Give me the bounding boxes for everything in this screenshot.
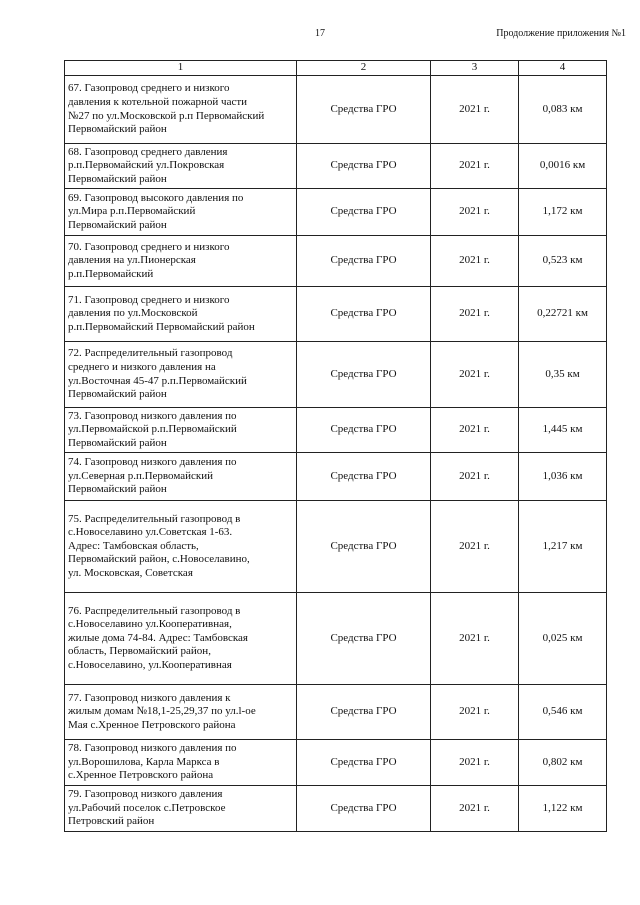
header-row	[65, 61, 607, 76]
row-name: 77. Газопровод низкого давления к жилым домам №18,1-25,29,37 по ул.l-ое Мая с.Хренное Петровского района	[65, 685, 297, 740]
table-row	[65, 342, 607, 408]
row-year: 2021 г.	[431, 189, 519, 236]
row-length: 0,083 км	[519, 76, 607, 144]
row-name: 79. Газопровод низкого давления ул.Рабочий поселок с.Петровское Петровский район	[65, 786, 297, 832]
row-source: Средства ГРО	[297, 408, 431, 453]
row-source: Средства ГРО	[297, 76, 431, 144]
row-length: 1,036 км	[519, 453, 607, 501]
page-number: 17	[315, 28, 325, 39]
row-source: Средства ГРО	[297, 740, 431, 786]
row-name: 67. Газопровод среднего и низкого давления к котельной пожарной части №27 по ул.Московской р.п Первомайский Первомайский район	[65, 76, 297, 144]
row-year: 2021 г.	[431, 740, 519, 786]
row-name: 75. Распределительный газопровод в с.Новоселавино ул.Советская 1-63. Адрес: Тамбовская область, Первомайский район, с.Новоселавино, ул. Московская, Советская	[65, 501, 297, 593]
row-source: Средства ГРО	[297, 236, 431, 287]
row-length: 0,35 км	[519, 342, 607, 408]
table-row	[65, 501, 607, 593]
column-header-4: 4	[519, 61, 607, 76]
table-row	[65, 453, 607, 501]
table-row	[65, 144, 607, 189]
row-name: 70. Газопровод среднего и низкого давления на ул.Пионерская р.п.Первомайский	[65, 236, 297, 287]
row-source: Средства ГРО	[297, 593, 431, 685]
row-length: 0,0016 км	[519, 144, 607, 189]
table-row	[65, 236, 607, 287]
row-length: 0,546 км	[519, 685, 607, 740]
table-row	[65, 287, 607, 342]
row-length: 1,122 км	[519, 786, 607, 832]
row-length: 0,025 км	[519, 593, 607, 685]
table-row	[65, 740, 607, 786]
pipeline-table	[64, 60, 607, 832]
table-row	[65, 76, 607, 144]
column-header-1: 1	[65, 61, 297, 76]
table-row	[65, 593, 607, 685]
row-name: 69. Газопровод высокого давления по ул.Мира р.п.Первомайский Первомайский район	[65, 189, 297, 236]
row-length: 1,217 км	[519, 501, 607, 593]
table-row	[65, 685, 607, 740]
row-name: 73. Газопровод низкого давления по ул.Первомайской р.п.Первомайский Первомайский район	[65, 408, 297, 453]
row-source: Средства ГРО	[297, 144, 431, 189]
row-year: 2021 г.	[431, 342, 519, 408]
row-length: 0,22721 км	[519, 287, 607, 342]
row-name: 71. Газопровод среднего и низкого давления по ул.Московской р.п.Первомайский Первомайский район	[65, 287, 297, 342]
column-header-2: 2	[297, 61, 431, 76]
row-length: 0,802 км	[519, 740, 607, 786]
table-row	[65, 408, 607, 453]
row-source: Средства ГРО	[297, 453, 431, 501]
row-source: Средства ГРО	[297, 189, 431, 236]
row-name: 74. Газопровод низкого давления по ул.Северная р.п.Первомайский Первомайский район	[65, 453, 297, 501]
row-name: 68. Газопровод среднего давления р.п.Первомайский ул.Покровская Первомайский район	[65, 144, 297, 189]
row-length: 1,172 км	[519, 189, 607, 236]
column-header-3: 3	[431, 61, 519, 76]
table-row	[65, 189, 607, 236]
row-length: 0,523 км	[519, 236, 607, 287]
row-year: 2021 г.	[431, 408, 519, 453]
row-year: 2021 г.	[431, 786, 519, 832]
row-year: 2021 г.	[431, 501, 519, 593]
row-length: 1,445 км	[519, 408, 607, 453]
row-source: Средства ГРО	[297, 287, 431, 342]
row-year: 2021 г.	[431, 144, 519, 189]
row-year: 2021 г.	[431, 593, 519, 685]
row-source: Средства ГРО	[297, 501, 431, 593]
row-source: Средства ГРО	[297, 342, 431, 408]
row-year: 2021 г.	[431, 453, 519, 501]
row-year: 2021 г.	[431, 236, 519, 287]
row-name: 78. Газопровод низкого давления по ул.Ворошилова, Карла Маркса в с.Хренное Петровского района	[65, 740, 297, 786]
continuation-label: Продолжение приложения №1	[496, 28, 626, 39]
row-source: Средства ГРО	[297, 786, 431, 832]
row-name: 72. Распределительный газопровод среднего и низкого давления на ул.Восточная 45-47 р.п.Первомайский Первомайский район	[65, 342, 297, 408]
row-year: 2021 г.	[431, 76, 519, 144]
row-name: 76. Распределительный газопровод в с.Новоселавино ул.Кооперативная, жилые дома 74-84. Адрес: Тамбовская область, Первомайский район, с.Новоселавино, ул.Кооперативная	[65, 593, 297, 685]
row-year: 2021 г.	[431, 287, 519, 342]
row-year: 2021 г.	[431, 685, 519, 740]
row-source: Средства ГРО	[297, 685, 431, 740]
table-row	[65, 786, 607, 832]
